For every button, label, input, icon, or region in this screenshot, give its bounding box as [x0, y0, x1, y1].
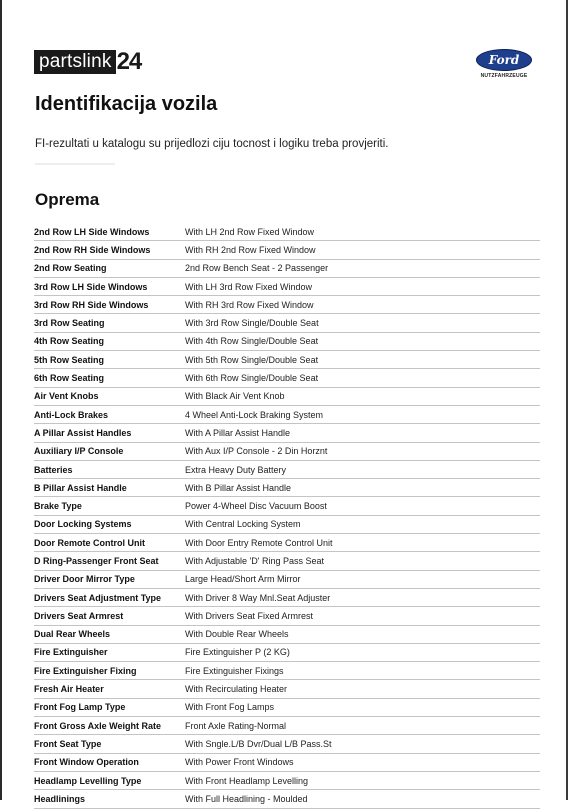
table-row — [34, 754, 540, 772]
equipment-value: With 5th Row Single/Double Seat — [185, 354, 319, 365]
equipment-name: A Pillar Assist Handles — [34, 427, 132, 438]
equipment-value: With 6th Row Single/Double Seat — [185, 373, 319, 384]
equipment-name: 3rd Row RH Side Windows — [34, 299, 149, 310]
equipment-value: 2nd Row Bench Seat - 2 Passenger — [185, 263, 329, 274]
equipment-value: With Front Headlamp Levelling — [185, 775, 309, 786]
page-title: Identifikacija vozila — [35, 93, 218, 115]
equipment-name: Air Vent Knobs — [34, 391, 99, 402]
equipment-value: With Adjustable 'D' Ring Pass Seat — [185, 555, 325, 566]
equipment-value: With A Pillar Assist Handle — [185, 427, 291, 438]
table-row — [34, 534, 540, 552]
table-row — [34, 278, 540, 296]
ford-logo-subtext: NUTZFAHRZEUGE — [480, 73, 528, 79]
equipment-value: With Aux I/P Console - 2 Din Horznt — [185, 446, 328, 457]
table-row — [34, 589, 540, 607]
equipment-value: With RH 3rd Row Fixed Window — [185, 299, 314, 310]
equipment-value: With Full Headlining - Moulded — [185, 793, 308, 804]
table-row — [34, 424, 540, 442]
equipment-name: Door Remote Control Unit — [34, 537, 145, 548]
equipment-name: 2nd Row RH Side Windows — [34, 244, 151, 255]
divider — [35, 163, 115, 165]
equipment-value: With Front Fog Lamps — [185, 702, 275, 713]
table-row — [34, 680, 540, 698]
equipment-name: Fresh Air Heater — [34, 684, 104, 695]
table-row — [34, 662, 540, 680]
table-row — [34, 369, 540, 387]
equipment-name: 3rd Row Seating — [34, 318, 105, 329]
ford-oval-icon — [476, 49, 532, 71]
equipment-name: Dual Rear Wheels — [34, 629, 111, 640]
equipment-name: 5th Row Seating — [34, 354, 105, 365]
equipment-value: Extra Heavy Duty Battery — [185, 464, 287, 475]
ford-logo — [476, 49, 532, 79]
equipment-value: With Recirculating Heater — [185, 684, 288, 695]
table-row — [34, 406, 540, 424]
equipment-value: With Door Entry Remote Control Unit — [185, 537, 333, 548]
table-row — [34, 772, 540, 790]
equipment-value: With Drivers Seat Fixed Armrest — [185, 610, 314, 621]
equipment-name: Front Gross Axle Weight Rate — [34, 720, 162, 731]
equipment-name: Fire Extinguisher — [34, 647, 108, 658]
equipment-name: 4th Row Seating — [34, 336, 105, 347]
equipment-name: Front Window Operation — [34, 757, 139, 768]
table-row — [34, 790, 540, 808]
table-row — [34, 571, 540, 589]
partslink24-logo — [34, 50, 142, 74]
table-row — [34, 699, 540, 717]
section-title: Oprema — [35, 190, 100, 209]
equipment-name: Headlinings — [34, 793, 86, 804]
table-row — [34, 260, 540, 278]
equipment-name: 2nd Row Seating — [34, 263, 107, 274]
equipment-value: With Power Front Windows — [185, 757, 294, 768]
equipment-value: With Sngle.L/B Dvr/Dual L/B Pass.St — [185, 738, 332, 749]
table-row — [34, 626, 540, 644]
logo-text: partslink — [34, 50, 116, 74]
table-row — [34, 479, 540, 497]
table-row — [34, 314, 540, 332]
equipment-value: With LH 3rd Row Fixed Window — [185, 281, 313, 292]
equipment-table — [34, 223, 540, 809]
table-row — [34, 552, 540, 570]
equipment-name: Batteries — [34, 464, 73, 475]
equipment-value: With Driver 8 Way Mnl.Seat Adjuster — [185, 592, 331, 603]
equipment-name: Fire Extinguisher Fixing — [34, 665, 137, 676]
equipment-name: D Ring-Passenger Front Seat — [34, 555, 159, 566]
table-row — [34, 443, 540, 461]
equipment-value: With RH 2nd Row Fixed Window — [185, 244, 316, 255]
equipment-name: Headlamp Levelling Type — [34, 775, 142, 786]
equipment-name: Front Fog Lamp Type — [34, 702, 126, 713]
equipment-value: With 3rd Row Single/Double Seat — [185, 318, 319, 329]
equipment-value: Power 4-Wheel Disc Vacuum Boost — [185, 501, 327, 512]
equipment-name: 6th Row Seating — [34, 373, 105, 384]
table-row — [34, 607, 540, 625]
equipment-value: Front Axle Rating-Normal — [185, 720, 287, 731]
equipment-name: 2nd Row LH Side Windows — [34, 226, 150, 237]
equipment-value: With LH 2nd Row Fixed Window — [185, 226, 315, 237]
equipment-value: With B Pillar Assist Handle — [185, 482, 292, 493]
equipment-value: With Double Rear Wheels — [185, 629, 289, 640]
table-row — [34, 461, 540, 479]
equipment-name: Drivers Seat Armrest — [34, 610, 124, 621]
table-row — [34, 516, 540, 534]
logo-number: 24 — [116, 48, 142, 75]
equipment-name: 3rd Row LH Side Windows — [34, 281, 148, 292]
table-row — [34, 644, 540, 662]
table-row — [34, 296, 540, 314]
equipment-name: Front Seat Type — [34, 738, 102, 749]
equipment-value: With Central Locking System — [185, 519, 301, 530]
table-row — [34, 351, 540, 369]
ford-logo-text: Ford — [488, 53, 520, 67]
equipment-name: Driver Door Mirror Type — [34, 574, 135, 585]
equipment-value: With Black Air Vent Knob — [185, 391, 285, 402]
equipment-value: Fire Extinguisher P (2 KG) — [185, 647, 290, 658]
equipment-value: With 4th Row Single/Double Seat — [185, 336, 319, 347]
table-row — [34, 223, 540, 241]
table-row — [34, 241, 540, 259]
equipment-value: Fire Extinguisher Fixings — [185, 665, 284, 676]
table-row — [34, 717, 540, 735]
table-row — [34, 388, 540, 406]
equipment-value: Large Head/Short Arm Mirror — [185, 574, 301, 585]
equipment-name: Door Locking Systems — [34, 519, 132, 530]
table-row — [34, 497, 540, 515]
equipment-value: 4 Wheel Anti-Lock Braking System — [185, 409, 324, 420]
equipment-name: Drivers Seat Adjustment Type — [34, 592, 162, 603]
equipment-name: Brake Type — [34, 501, 82, 512]
equipment-name: Auxiliary I/P Console — [34, 446, 124, 457]
equipment-name: Anti-Lock Brakes — [34, 409, 109, 420]
table-row — [34, 333, 540, 351]
table-row — [34, 735, 540, 753]
page-subtitle: FI-rezultati u katalogu su prijedlozi ciju tocnost i logiku treba provjeriti. — [35, 138, 389, 150]
equipment-name: B Pillar Assist Handle — [34, 482, 127, 493]
page-border-left — [0, 0, 2, 800]
